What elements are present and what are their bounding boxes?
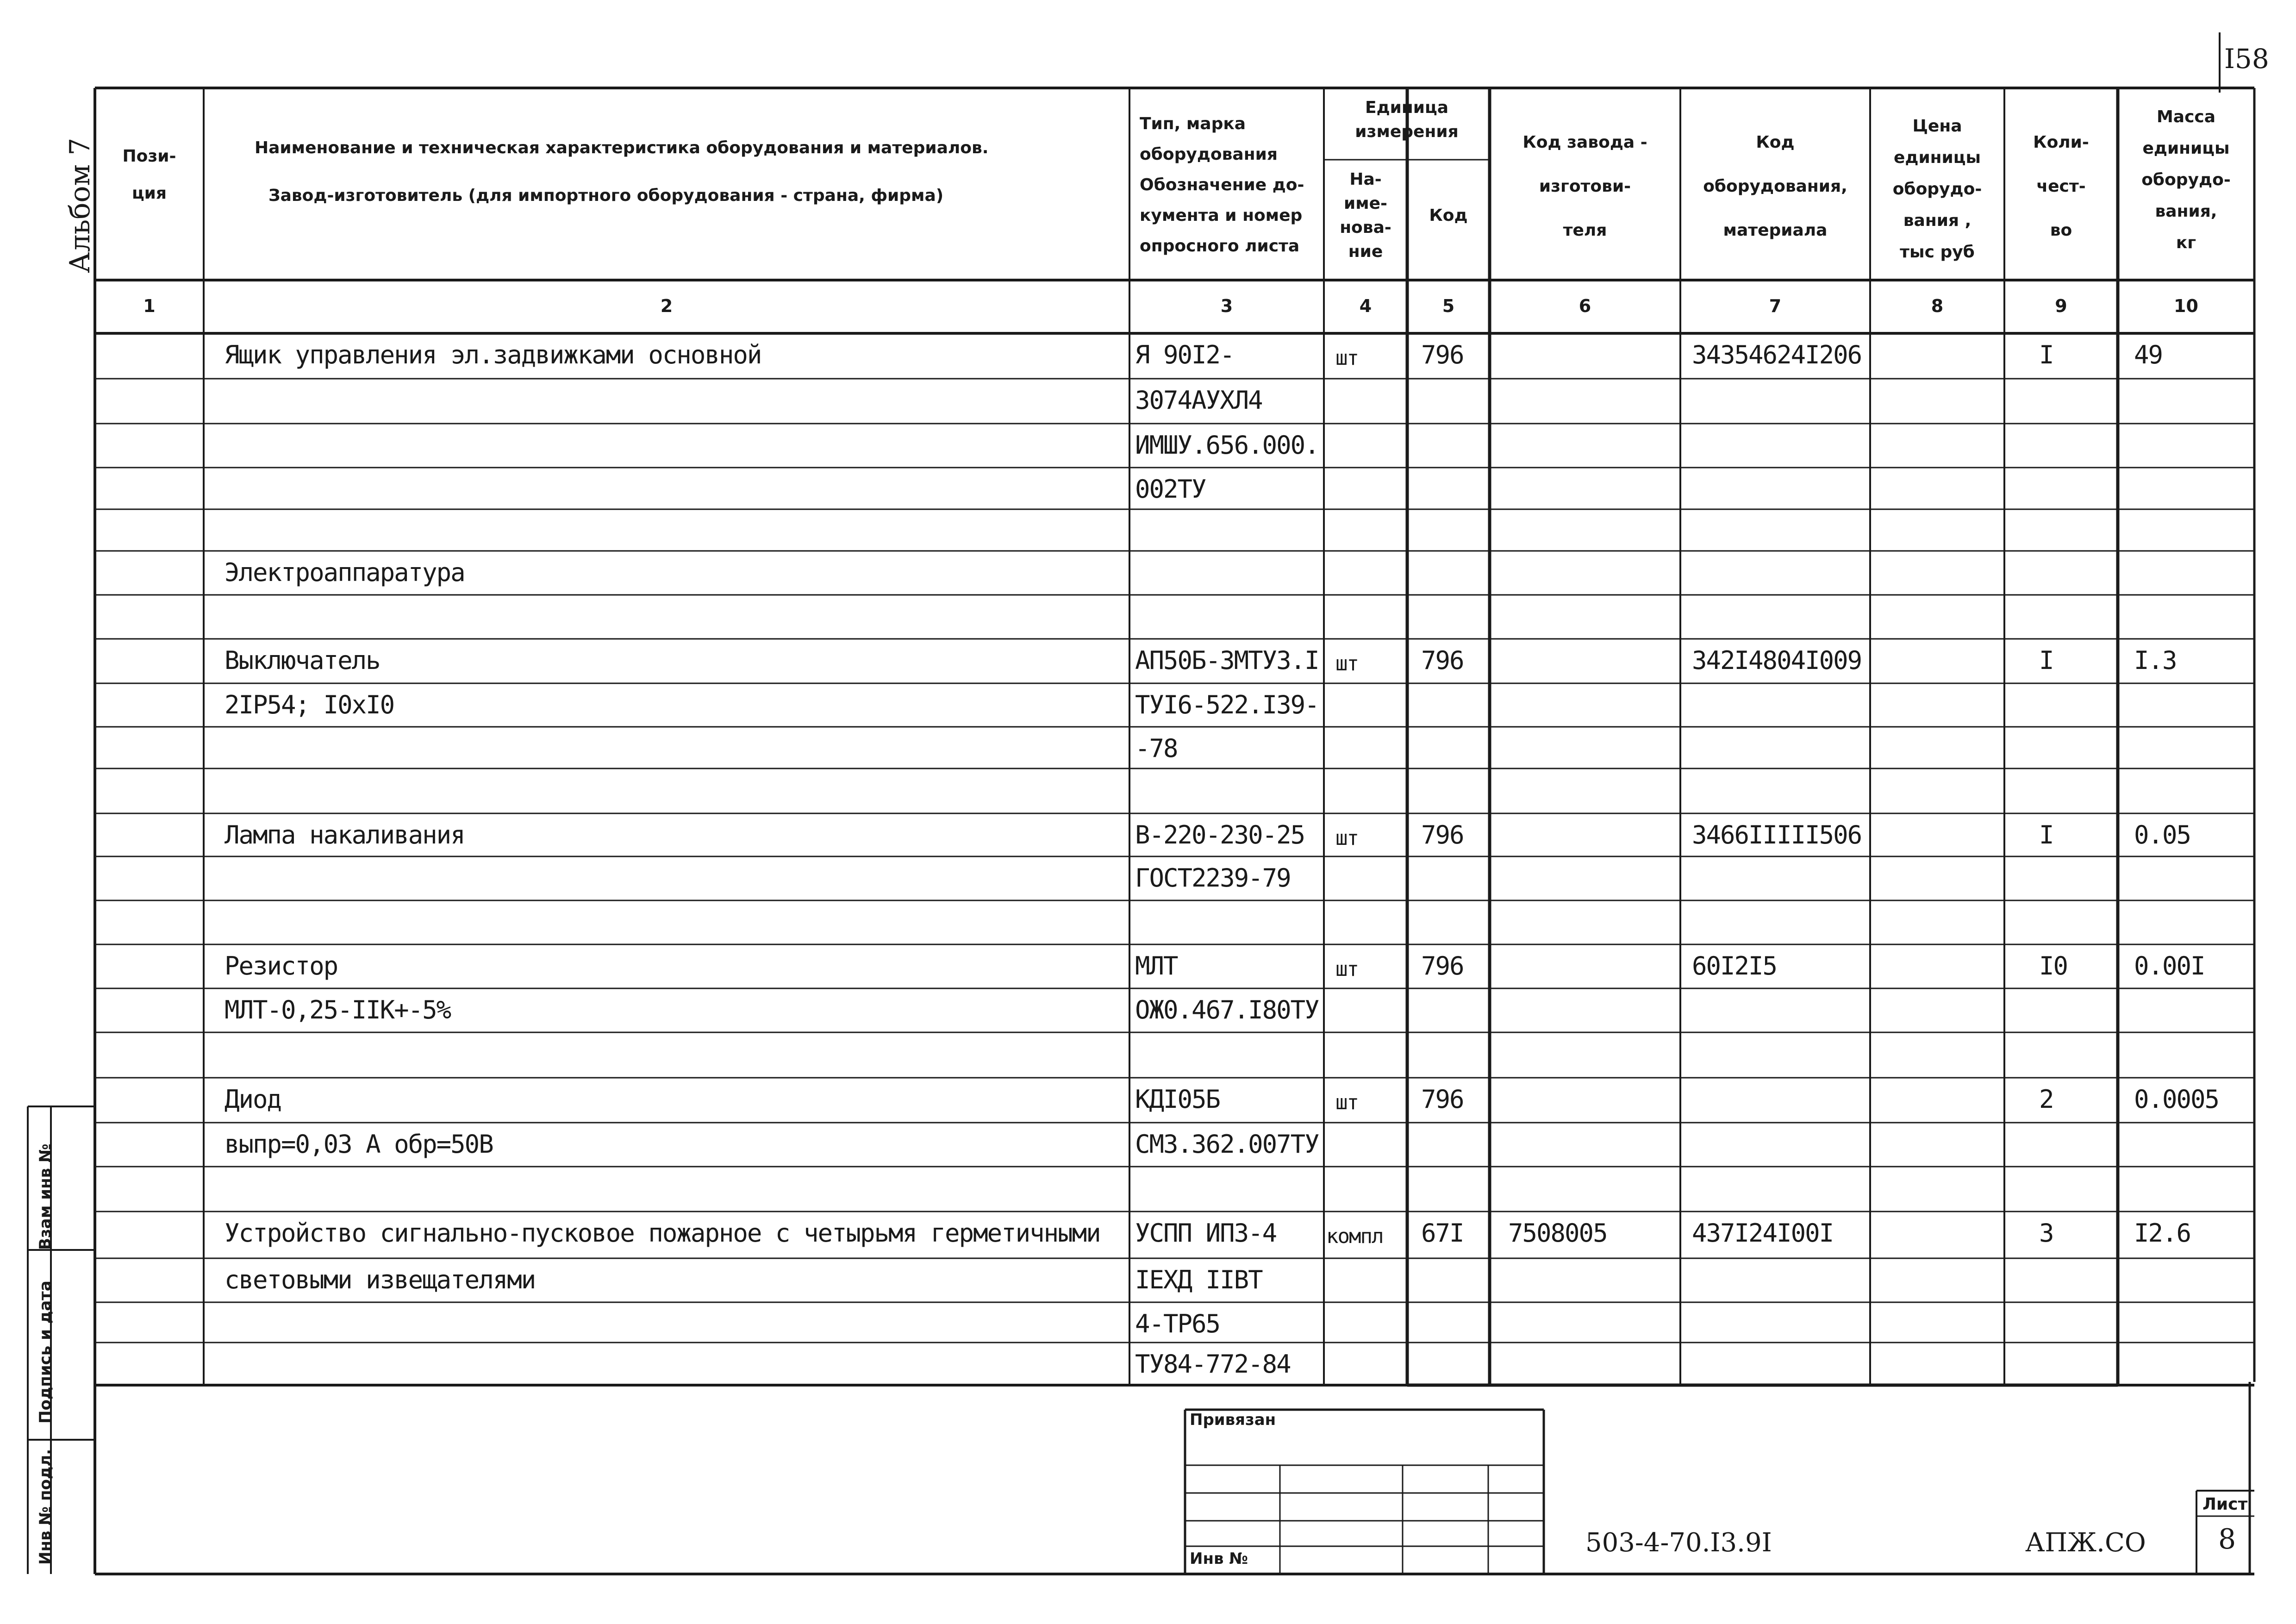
header-price: вания , — [1903, 211, 1972, 230]
row-name: световыми извещателями — [225, 1265, 536, 1294]
column-number-9: 9 — [2055, 296, 2067, 316]
header-price: тыс руб — [1900, 243, 1975, 262]
header-mass: кг — [2176, 233, 2196, 252]
row-mass: 0.0005 — [2134, 1085, 2219, 1114]
row-mass: 0.05 — [2134, 820, 2191, 849]
row-type: 4-ТР65 — [1135, 1309, 1220, 1338]
column-number-3: 3 — [1220, 296, 1233, 316]
list-number: 8 — [2218, 1523, 2236, 1555]
row-equipment-code: 342I4804I009 — [1692, 646, 1862, 675]
header-name-line1: Наименование и техническая характеристика оборудования и материалов. — [255, 138, 989, 157]
row-type: МЛТ — [1135, 951, 1178, 981]
column-number-4: 4 — [1359, 296, 1372, 316]
header-type: Тип, марка — [1140, 114, 1246, 133]
column-number-5: 5 — [1442, 296, 1455, 316]
column-number-2: 2 — [660, 296, 673, 316]
row-name: Электроаппаратура — [225, 558, 465, 587]
row-equipment-code: 437I24I00I — [1692, 1218, 1834, 1248]
row-quantity: I — [2039, 820, 2053, 849]
header-price: Цена — [1912, 117, 1962, 136]
row-unit-code: 796 — [1421, 340, 1464, 369]
row-unit: шт — [1335, 346, 1358, 370]
header-name-line2: Завод-изготовитель (для импортного оборудования - страна, фирма) — [268, 186, 944, 205]
inv-no-label: Инв № — [1190, 1549, 1248, 1568]
header-maker-code: теля — [1563, 221, 1607, 240]
row-name: Ящик управления эл.задвижками основной — [225, 340, 761, 369]
row-unit-code: 796 — [1421, 646, 1464, 675]
row-quantity: I — [2039, 340, 2053, 369]
row-type: ТУ84-772-84 — [1135, 1349, 1291, 1379]
document-mark: АПЖ.СО — [2025, 1528, 2146, 1558]
header-quantity: Коли- — [2033, 133, 2089, 152]
row-unit-code: 67I — [1421, 1218, 1464, 1248]
row-maker-code: 7508005 — [1508, 1218, 1607, 1248]
header-price: оборудо- — [1892, 180, 1982, 199]
row-equipment-code: 60I2I5 — [1692, 951, 1777, 981]
row-quantity: I0 — [2039, 951, 2068, 981]
row-mass: I.3 — [2134, 646, 2177, 675]
row-name: Устройство сигнально-пусковое пожарное с четырьмя герметичными — [225, 1218, 1100, 1248]
row-unit: шт — [1335, 826, 1358, 850]
header-unit-group: измерения — [1355, 122, 1459, 141]
header-equipment-code: оборудования, — [1703, 177, 1847, 196]
header-equipment-code: материала — [1723, 221, 1828, 240]
header-maker-code: изготови- — [1539, 177, 1631, 196]
row-unit-code: 796 — [1421, 820, 1464, 849]
header-maker-code: Код завода - — [1522, 133, 1647, 152]
header-price: единицы — [1893, 148, 1981, 167]
row-equipment-code: 34354624I206 — [1692, 340, 1862, 369]
row-quantity: 2 — [2039, 1085, 2053, 1114]
row-unit: шт — [1335, 652, 1358, 675]
header-quantity: во — [2050, 221, 2072, 240]
album-label: Альбом 7 — [64, 137, 96, 273]
row-type: 3074АУХЛ4 — [1135, 386, 1262, 415]
row-type: 002ТУ — [1135, 475, 1206, 504]
row-type: ИМШУ.656.000. — [1135, 431, 1319, 460]
row-mass: I2.6 — [2134, 1218, 2191, 1248]
row-type: -78 — [1135, 734, 1178, 763]
row-unit: шт — [1335, 1091, 1358, 1114]
row-type: ТУI6-522.I39- — [1135, 690, 1319, 719]
column-number-8: 8 — [1931, 296, 1944, 316]
row-name: выпр=0,03 А обр=50В — [225, 1130, 493, 1159]
row-unit-code: 796 — [1421, 951, 1464, 981]
row-type: КДI05Б — [1135, 1085, 1220, 1114]
header-unit-name: ние — [1348, 242, 1383, 261]
row-name: 2IP54; I0хI0 — [225, 690, 394, 719]
row-unit-code: 796 — [1421, 1085, 1464, 1114]
document-code: 503-4-70.I3.9I — [1585, 1528, 1772, 1558]
row-quantity: 3 — [2039, 1218, 2053, 1248]
header-mass: оборудо- — [2141, 170, 2231, 189]
row-name: Выключатель — [225, 646, 380, 675]
list-label: Лист — [2202, 1495, 2248, 1514]
header-type: Обозначение до- — [1140, 175, 1304, 194]
header-mass: единицы — [2142, 139, 2230, 158]
header-unit-code: Код — [1429, 206, 1468, 225]
row-mass: 0.00I — [2134, 951, 2205, 981]
signature-date-label: Подпись и дата — [36, 1280, 55, 1424]
row-quantity: I — [2039, 646, 2053, 675]
row-type: СМ3.362.007ТУ — [1135, 1130, 1319, 1159]
header-unit-name: На- — [1349, 170, 1382, 189]
row-type: УСПП ИПЗ-4 — [1135, 1218, 1277, 1248]
row-name: МЛТ-0,25-IIК+-5% — [225, 995, 451, 1024]
row-name: Резистор — [225, 951, 338, 981]
header-unit-name: нова- — [1340, 218, 1391, 237]
header-type: опросного листа — [1140, 237, 1300, 256]
row-equipment-code: 3466IIIII506 — [1692, 820, 1862, 849]
sheet-number-top: I58 — [2224, 43, 2269, 75]
replacement-inv-label: Взам инв № — [36, 1143, 55, 1250]
column-number-7: 7 — [1769, 296, 1782, 316]
row-name: Диод — [225, 1085, 281, 1114]
original-inv-label: Инв № подл. — [36, 1449, 55, 1565]
row-name: Лампа накаливания — [225, 820, 465, 849]
column-number-1: 1 — [143, 296, 156, 316]
header-mass: вания, — [2155, 202, 2217, 221]
row-unit: компл — [1326, 1224, 1383, 1248]
header-unit-name: име- — [1343, 194, 1387, 213]
header-type: кумента и номер — [1140, 206, 1303, 225]
privyazan-label: Привязан — [1190, 1411, 1276, 1429]
row-unit: шт — [1335, 957, 1358, 981]
header-position: Пози- — [122, 147, 176, 166]
row-type: ОЖ0.467.I80ТУ — [1135, 995, 1319, 1024]
header-position: ция — [131, 184, 167, 203]
column-number-6: 6 — [1578, 296, 1591, 316]
header-equipment-code: Код — [1756, 133, 1795, 152]
row-type: IЕХД IIВТ — [1135, 1265, 1262, 1294]
row-type: В-220-230-25 — [1135, 820, 1305, 849]
header-unit-group: Единица — [1365, 98, 1448, 117]
row-type: Я 90I2- — [1135, 340, 1234, 369]
column-number-10: 10 — [2174, 296, 2198, 316]
header-mass: Масса — [2156, 107, 2216, 126]
header-type: оборудования — [1140, 145, 1278, 164]
row-type: ГОСТ2239-79 — [1135, 863, 1291, 893]
header-quantity: чест- — [2036, 177, 2086, 196]
row-mass: 49 — [2134, 340, 2163, 369]
row-type: АП50Б-3МТУЗ.I — [1135, 646, 1319, 675]
